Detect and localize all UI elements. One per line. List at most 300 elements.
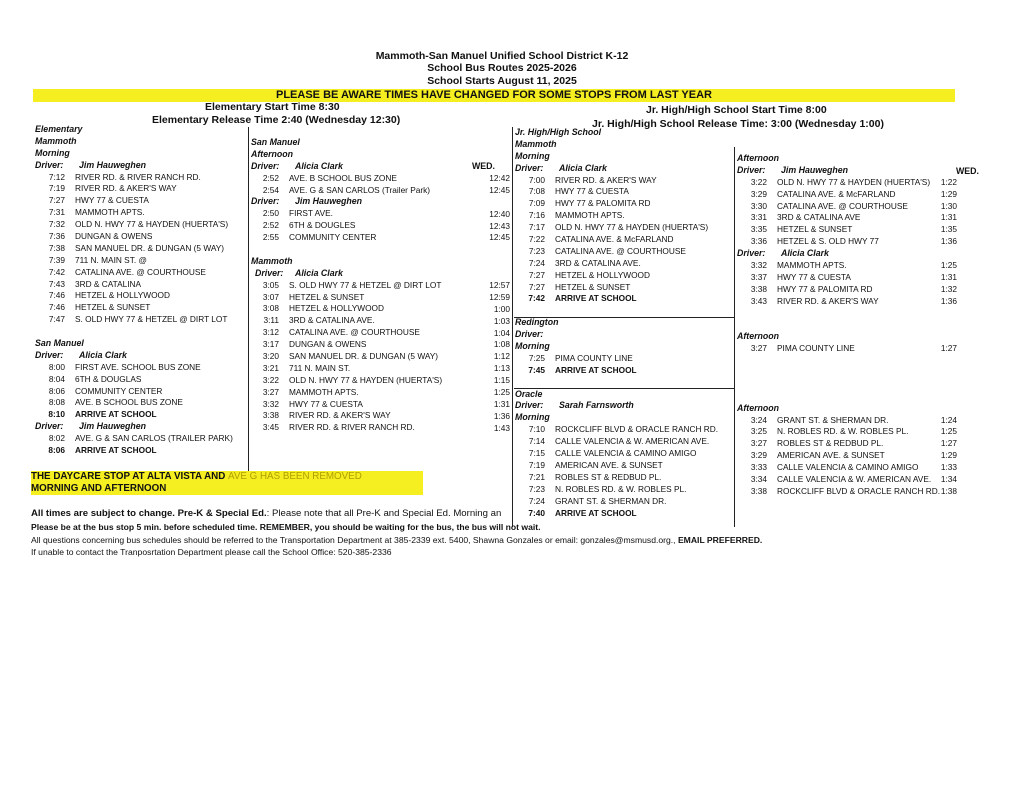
- stop-row: [737, 296, 957, 308]
- stop-row: [515, 234, 735, 246]
- stop-location: OLD N. HWY 77 & HAYDEN (HUERTA'S): [289, 374, 443, 385]
- stop-row: [251, 387, 461, 399]
- stop-row: [35, 267, 250, 279]
- driver-name: Alicia Clark: [79, 349, 127, 360]
- driver-row: [737, 248, 957, 260]
- stop-row: [515, 472, 735, 484]
- driver-row: [515, 163, 735, 175]
- stop-location: AVE. G & SAN CARLOS (Trailer Park): [289, 184, 431, 195]
- stop-row: [515, 175, 735, 187]
- wed-time: 1:00: [493, 303, 510, 314]
- stop-row: [35, 314, 250, 326]
- stop-time: 8:10: [48, 409, 65, 420]
- stop-row: [737, 438, 957, 450]
- stop-row: [35, 207, 250, 219]
- driver-label: Driver:: [515, 162, 544, 173]
- wed-time: 12:59: [489, 291, 510, 302]
- wed-time: 1:25: [940, 260, 957, 271]
- stop-location: HETZEL & SUNSET: [75, 302, 151, 313]
- stop-location: OLD N. HWY 77 & HAYDEN (HUERTA'S): [777, 176, 931, 187]
- stop-time: 2:52: [262, 172, 279, 183]
- section-label: Elementary: [35, 124, 83, 134]
- stop-row: [35, 195, 250, 207]
- stop-row: [35, 374, 250, 386]
- driver-row: [515, 400, 735, 412]
- wed-time: 1:29: [940, 188, 957, 199]
- stop-time: 7:27: [528, 269, 545, 280]
- wed-header-2: WED.: [956, 166, 979, 176]
- stop-time: 3:31: [750, 212, 767, 223]
- stop-time: 3:21: [262, 362, 279, 373]
- stop-time: 3:17: [262, 339, 279, 350]
- stop-time: 3:27: [262, 386, 279, 397]
- stop-row: [251, 339, 461, 351]
- stop-time: 7:31: [48, 207, 65, 218]
- wed-time: 12:45: [489, 184, 510, 195]
- stop-time: 7:36: [48, 231, 65, 242]
- driver-label: Driver:: [251, 160, 280, 171]
- stop-location: CATALINA AVE. @ COURTHOUSE: [289, 327, 420, 338]
- stop-time: 3:11: [263, 315, 279, 326]
- stop-location: 711 N. MAIN ST.: [289, 362, 351, 373]
- stop-time: 7:43: [48, 278, 65, 289]
- stop-location: DUNGAN & OWENS: [289, 339, 367, 350]
- wed-time: 1:36: [493, 410, 510, 421]
- stop-time: 7:19: [48, 183, 65, 194]
- stop-location: HETZEL & SUNSET: [777, 224, 853, 235]
- footer-line-3: [31, 535, 762, 545]
- stop-location: CALLE VALENCIA & W. AMERICAN AVE.: [555, 436, 710, 447]
- wed-time: 12:57: [489, 280, 510, 291]
- stop-time: 3:29: [750, 188, 767, 199]
- stop-location: MAMMOTH APTS.: [777, 260, 847, 271]
- wed-spacer: [460, 256, 510, 268]
- wed-time: 12:45: [489, 232, 510, 243]
- wed-time: 1:15: [493, 375, 510, 386]
- wed-time: 12:40: [489, 208, 510, 219]
- driver-row: [251, 196, 461, 208]
- stop-location: GRANT ST. & SHERMAN DR.: [777, 414, 889, 425]
- stop-time: 7:17: [528, 222, 545, 233]
- stop-location: MAMMOTH APTS.: [289, 386, 359, 397]
- stop-row: [251, 327, 461, 339]
- stop-location: AMERICAN AVE. & SUNSET: [777, 450, 885, 461]
- stop-location: OLD N. HWY 77 & HAYDEN (HUERTA'S): [75, 219, 229, 230]
- stop-time: 7:46: [48, 302, 65, 313]
- notice-text-faded: AVE G HAS BEEN REMOVED: [228, 471, 362, 482]
- stop-time: 7:38: [48, 242, 65, 253]
- driver-row: [35, 350, 250, 362]
- stop-row: [515, 508, 735, 520]
- stop-location: CATALINA AVE. @ COURTHOUSE: [777, 200, 908, 211]
- section-label: Redington: [515, 317, 559, 328]
- stop-location: HWY 77 & CUESTA: [289, 398, 363, 409]
- stop-time: 8:00: [48, 361, 65, 372]
- driver-name: Jim Hauweghen: [295, 196, 362, 207]
- stop-time: 7:24: [528, 257, 545, 268]
- stop-location: RIVER RD. & RIVER RANCH RD.: [289, 422, 415, 433]
- stop-time: 7:42: [528, 293, 545, 304]
- stop-time: 3:36: [750, 236, 767, 247]
- section-label: Morning: [515, 412, 550, 423]
- stop-time: 7:27: [48, 195, 65, 206]
- stop-row: [35, 219, 250, 231]
- stop-location: ROCKCLIFF BLVD & ORACLE RANCH RD.: [777, 485, 941, 496]
- elementary-morning-column: [35, 124, 250, 457]
- stop-row: [251, 315, 461, 327]
- stop-row: [35, 433, 250, 445]
- stop-time: 8:04: [48, 373, 65, 384]
- section-label: San Manuel: [35, 338, 84, 349]
- stop-row: [737, 450, 957, 462]
- stop-row: [35, 397, 250, 409]
- notice-text: THE DAYCARE STOP AT ALTA VISTA AND: [31, 471, 229, 482]
- stop-row: [515, 496, 735, 508]
- stop-row: [737, 260, 957, 272]
- driver-row: [35, 421, 250, 433]
- stop-time: 7:45: [528, 364, 545, 375]
- stop-time: 3:43: [750, 295, 767, 306]
- stop-row: [35, 302, 250, 314]
- stop-location: ARRIVE AT SCHOOL: [75, 445, 157, 456]
- stop-location: COMMUNITY CENTER: [75, 385, 163, 396]
- driver-label: Driver:: [35, 159, 64, 170]
- stop-location: PIMA COUNTY LINE: [555, 352, 633, 363]
- wed-time: 1:29: [940, 450, 957, 461]
- stop-time: 2:52: [262, 220, 279, 231]
- stop-location: MAMMOTH APTS.: [555, 210, 625, 221]
- stop-row: [515, 293, 735, 305]
- stop-location: ARRIVE AT SCHOOL: [555, 364, 637, 375]
- stop-row: [737, 272, 957, 284]
- stop-location: CALLE VALENCIA & CAMINO AMIGO: [555, 448, 697, 459]
- driver-row: [515, 329, 735, 341]
- stop-time: 3:32: [750, 260, 767, 271]
- stop-location: ROCKCLIFF BLVD & ORACLE RANCH RD.: [555, 424, 719, 435]
- stop-time: 3:20: [262, 351, 279, 362]
- elementary-afternoon-column: [251, 137, 461, 434]
- stop-row: [35, 255, 250, 267]
- footer-bold: All times are subject to change. Pre-K & Special Ed.: [31, 508, 267, 519]
- footer-line-2: Please be at the bus stop 5 min. before scheduled time. REMEMBER, you should be waiting for the bus, the bus will not wait.: [31, 522, 541, 532]
- stop-location: AMERICAN AVE. & SUNSET: [555, 459, 663, 470]
- stop-location: MAMMOTH APTS.: [75, 207, 145, 218]
- stop-time: 7:25: [528, 352, 545, 363]
- stop-location: PIMA COUNTY LINE: [777, 343, 855, 354]
- stop-location: HETZEL & SUNSET: [289, 291, 365, 302]
- wed-time: 1:35: [940, 224, 957, 235]
- stop-time: 3:33: [750, 462, 767, 473]
- stop-time: 7:47: [48, 314, 65, 325]
- stop-row: [35, 386, 250, 398]
- stop-time: 3:27: [750, 438, 767, 449]
- driver-label: Driver:: [35, 349, 64, 360]
- section-label: Afternoon: [737, 153, 780, 163]
- stop-time: 3:35: [750, 224, 767, 235]
- stop-time: 7:08: [528, 186, 545, 197]
- stop-time: 3:38: [750, 485, 767, 496]
- stop-location: HETZEL & HOLLYWOOD: [555, 269, 650, 280]
- stop-location: S. OLD HWY 77 & HETZEL @ DIRT LOT: [289, 279, 442, 290]
- wed-time: 1:22: [940, 176, 957, 187]
- stop-location: CALLE VALENCIA & CAMINO AMIGO: [777, 462, 919, 473]
- driver-label: Driver:: [251, 196, 280, 207]
- highschool-afternoon-column: [737, 153, 957, 498]
- stop-row: [35, 183, 250, 195]
- driver-row: [737, 165, 957, 177]
- wed-spacer: [460, 197, 510, 209]
- stop-location: SAN MANUEL DR. & DUNGAN (5 WAY): [75, 242, 225, 253]
- stop-row: [737, 415, 957, 427]
- stop-location: RIVER RD. & AKER'S WAY: [555, 174, 657, 185]
- driver-label: Driver:: [737, 164, 766, 175]
- stop-row: [515, 198, 735, 210]
- stop-time: 8:06: [48, 385, 65, 396]
- stop-row: [737, 486, 957, 498]
- stop-time: 7:32: [48, 219, 65, 230]
- stop-time: 3:30: [750, 200, 767, 211]
- routes-title: School Bus Routes 2025-2026: [427, 62, 577, 74]
- stop-row: [737, 426, 957, 438]
- stop-location: HWY 77 & CUESTA: [75, 195, 149, 206]
- wed-time: 1:25: [940, 426, 957, 437]
- stop-location: N. ROBLES RD. & W. ROBLES PL.: [555, 483, 687, 494]
- elementary-release-time: Elementary Release Time 2:40 (Wednesday 12:30): [152, 114, 401, 126]
- stop-row: [35, 231, 250, 243]
- stop-time: 7:09: [528, 198, 545, 209]
- stop-time: 7:23: [528, 483, 545, 494]
- stop-location: OLD N. HWY 77 & HAYDEN (HUERTA'S): [555, 222, 709, 233]
- stop-row: [515, 353, 735, 365]
- stop-row: [737, 189, 957, 201]
- stop-location: RIVER RD. & AKER'S WAY: [777, 295, 879, 306]
- stop-row: [515, 210, 735, 222]
- wed-time: 1:31: [493, 398, 510, 409]
- stop-time: 7:16: [528, 210, 545, 221]
- stop-location: CALLE VALENCIA & W. AMERICAN AVE.: [777, 474, 932, 485]
- stop-row: [515, 282, 735, 294]
- stop-location: ARRIVE AT SCHOOL: [555, 293, 637, 304]
- elementary-start-time: Elementary Start Time 8:30: [205, 101, 340, 113]
- driver-row: [251, 161, 461, 173]
- wed-time: 1:36: [940, 295, 957, 306]
- stop-location: HETZEL & S. OLD HWY 77: [777, 236, 879, 247]
- section-label: Afternoon: [737, 402, 780, 413]
- stop-row: [35, 172, 250, 184]
- stop-row: [251, 185, 461, 197]
- stop-location: S. OLD HWY 77 & HETZEL @ DIRT LOT: [75, 314, 228, 325]
- stop-location: ARRIVE AT SCHOOL: [75, 409, 157, 420]
- stop-time: 3:22: [750, 176, 767, 187]
- stop-location: HETZEL & SUNSET: [555, 281, 631, 292]
- stop-row: [35, 409, 250, 421]
- stop-location: ARRIVE AT SCHOOL: [555, 507, 637, 518]
- stop-row: [251, 363, 461, 375]
- district-title: Mammoth-San Manuel Unified School District K-12: [375, 50, 629, 62]
- section-label: Afternoon: [737, 331, 780, 342]
- stop-location: RIVER RD. & AKER'S WAY: [289, 410, 391, 421]
- stop-time: 8:08: [48, 397, 65, 408]
- driver-name: Sarah Farnsworth: [559, 400, 634, 411]
- driver-row: [35, 160, 250, 172]
- wed-header: WED.: [472, 161, 495, 171]
- stop-time: 7:19: [528, 459, 545, 470]
- times-changed-banner: PLEASE BE AWARE TIMES HAVE CHANGED FOR SOME STOPS FROM LAST YEAR: [33, 89, 955, 102]
- stop-time: 8:02: [48, 433, 65, 444]
- stop-location: HWY 77 & PALOMITA RD: [555, 198, 651, 209]
- daycare-notice: [31, 471, 423, 495]
- stop-location: 6TH & DOUGLAS: [75, 373, 142, 384]
- driver-row: [251, 268, 461, 280]
- stop-time: 3:34: [750, 474, 767, 485]
- section-label: Afternoon: [251, 148, 294, 159]
- stop-location: ROBLES ST & REDBUD PL.: [777, 438, 884, 449]
- stop-time: 7:27: [528, 281, 545, 292]
- stop-row: [251, 351, 461, 363]
- stop-location: HWY 77 & PALOMITA RD: [777, 283, 873, 294]
- school-start-date: School Starts August 11, 2025: [427, 75, 577, 87]
- wed-time: 1:12: [493, 351, 510, 362]
- driver-name: Jim Hauweghen: [781, 164, 848, 175]
- stop-row: [35, 362, 250, 374]
- stop-row: [737, 474, 957, 486]
- stop-location: HETZEL & HOLLYWOOD: [75, 290, 170, 301]
- stop-time: 7:14: [528, 436, 545, 447]
- section-label: Mammoth: [251, 255, 293, 266]
- stop-time: 2:54: [262, 184, 279, 195]
- section-label: Morning: [515, 150, 550, 161]
- stop-row: [515, 484, 735, 496]
- wed-time: 1:27: [940, 438, 957, 449]
- stop-time: 7:23: [528, 245, 545, 256]
- stop-row: [251, 220, 461, 232]
- stop-row: [251, 208, 461, 220]
- stop-row: [251, 410, 461, 422]
- stop-time: 3:05: [262, 279, 279, 290]
- stop-location: COMMUNITY CENTER: [289, 232, 377, 243]
- stop-location: RIVER RD. & AKER'S WAY: [75, 183, 177, 194]
- wed-time: 1:27: [940, 343, 957, 354]
- wed-time: 1:43: [493, 422, 510, 433]
- stop-time: 7:15: [528, 448, 545, 459]
- wed-time: 1:30: [940, 200, 957, 211]
- stop-time: 3:37: [750, 271, 767, 282]
- stop-time: 3:12: [262, 327, 279, 338]
- stop-time: 3:45: [262, 422, 279, 433]
- footer-text: All questions concerning bus schedules should be referred to the Transportation Department at 385-2339 ext. 5400, Shawna Gonzales or email: gonzales@msmusd.org.,: [31, 535, 678, 545]
- section-label: Oracle: [515, 388, 543, 399]
- section-label: San Manuel: [251, 137, 300, 147]
- stop-row: [35, 290, 250, 302]
- stop-location: ROBLES ST & REDBUD PL.: [555, 471, 662, 482]
- stop-location: CATALINA AVE. & McFARLAND: [777, 188, 896, 199]
- stop-time: 3:22: [262, 374, 279, 385]
- wed-time: 1:34: [940, 474, 957, 485]
- driver-name: Jim Hauweghen: [79, 421, 146, 432]
- driver-label: Driver:: [515, 329, 544, 340]
- wed-time: 1:33: [940, 462, 957, 473]
- highschool-release-time: Jr. High/High School Release Time: 3:00 (Wednesday 1:00): [592, 118, 884, 130]
- stop-time: 7:42: [48, 266, 65, 277]
- wed-time: 12:43: [489, 220, 510, 231]
- stop-time: 7:22: [528, 234, 545, 245]
- stop-row: [737, 177, 957, 189]
- stop-time: 7:46: [48, 290, 65, 301]
- wed-time: 1:31: [940, 212, 957, 223]
- stop-row: [251, 232, 461, 244]
- stop-row: [35, 445, 250, 457]
- stop-row: [35, 243, 250, 255]
- stop-location: CATALINA AVE. & McFARLAND: [555, 234, 674, 245]
- footer-line-4: If unable to contact the Tranposrtation Department please call the School Office: 520-385-2336: [31, 547, 392, 557]
- stop-time: 2:50: [262, 208, 279, 219]
- driver-name: Alicia Clark: [295, 160, 343, 171]
- section-label: Mammoth: [35, 135, 77, 146]
- stop-time: 7:00: [528, 174, 545, 185]
- stop-location: FIRST AVE.: [289, 208, 333, 219]
- wed-time: 1:03: [493, 315, 510, 326]
- stop-time: 7:12: [48, 171, 65, 182]
- stop-location: HWY 77 & CUESTA: [555, 186, 629, 197]
- stop-row: [515, 222, 735, 234]
- highschool-start-time: Jr. High/High School Start Time 8:00: [646, 104, 827, 116]
- driver-label: Driver:: [737, 248, 766, 259]
- stop-time: 3:32: [262, 398, 279, 409]
- stop-row: [251, 173, 461, 185]
- stop-location: AVE. G & SAN CARLOS (TRAILER PARK): [75, 433, 233, 444]
- stop-row: [251, 399, 461, 411]
- stop-location: AVE. B SCHOOL BUS ZONE: [289, 172, 397, 183]
- stop-location: 3RD & CATALINA AVE.: [555, 257, 641, 268]
- stop-location: 3RD & CATALINA AVE: [777, 212, 861, 223]
- wed-time: 1:04: [493, 327, 510, 338]
- highschool-morning-column: [515, 127, 735, 519]
- stop-location: 6TH & DOUGLES: [289, 220, 356, 231]
- stop-time: 3:07: [262, 291, 279, 302]
- wed-time: 1:08: [493, 339, 510, 350]
- stop-location: GRANT ST. & SHERMAN DR.: [555, 495, 667, 506]
- stop-time: 7:39: [48, 254, 65, 265]
- stop-location: 3RD & CATALINA: [75, 278, 142, 289]
- stop-row: [737, 284, 957, 296]
- driver-name: Jim Hauweghen: [79, 159, 146, 170]
- wed-time: 1:36: [940, 236, 957, 247]
- stop-location: AVE. B SCHOOL BUS ZONE: [75, 397, 183, 408]
- stop-row: [737, 343, 957, 355]
- wed-times-column-2: [460, 173, 510, 435]
- stop-row: [251, 292, 461, 304]
- stop-location: 711 N. MAIN ST. @: [75, 254, 147, 265]
- stop-row: [515, 448, 735, 460]
- section-label: Jr. High/High School: [515, 127, 602, 137]
- section-label: Mammoth: [515, 138, 557, 149]
- driver-label: Driver:: [35, 421, 64, 432]
- footer-bold: EMAIL PREFERRED.: [677, 535, 763, 545]
- stop-time: 3:08: [262, 303, 279, 314]
- stop-row: [515, 270, 735, 282]
- wed-time: 12:42: [489, 173, 510, 183]
- stop-row: [515, 424, 735, 436]
- stop-time: 3:25: [750, 426, 767, 437]
- wed-time: 1:38: [940, 485, 957, 496]
- stop-location: CATALINA AVE. @ COURTHOUSE: [555, 245, 686, 256]
- stop-time: 7:40: [528, 507, 545, 518]
- section-label: Morning: [515, 341, 550, 352]
- stop-row: [737, 236, 957, 248]
- wed-time: 1:13: [493, 363, 510, 374]
- stop-row: [737, 201, 957, 213]
- column-divider-2: [512, 127, 513, 527]
